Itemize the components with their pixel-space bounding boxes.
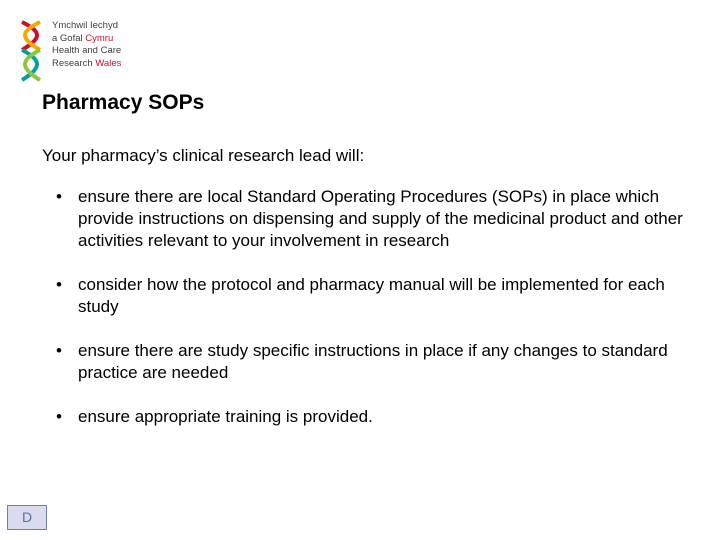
logo-line: a Gofal Cymru (52, 32, 114, 44)
bullet-text: ensure appropriate training is provided. (78, 407, 373, 426)
logo-wordmark (52, 20, 121, 70)
logo-line: Research Wales (52, 57, 122, 69)
list-item (56, 340, 696, 384)
bullet-icon: • (56, 407, 62, 426)
bullet-list (56, 186, 696, 450)
logo-line: Ymchwil Iechyd (52, 20, 118, 31)
bullet-icon: • (56, 187, 62, 206)
bullet-icon: • (56, 275, 62, 294)
logo-line: Health and Care (52, 45, 122, 56)
list-item (56, 406, 696, 428)
bullet-text: consider how the protocol and pharmacy manual will be implemented for each study (78, 275, 665, 316)
bullet-icon: • (56, 341, 62, 360)
dna-helix-icon (14, 18, 50, 84)
bullet-text: ensure there are study specific instructions in place if any changes to standard practice are needed (78, 341, 668, 382)
list-item (56, 186, 696, 252)
slide-marker-badge: D (7, 505, 47, 530)
list-item (56, 274, 696, 318)
hcrw-logo (14, 18, 144, 86)
bullet-text: ensure there are local Standard Operating Procedures (SOPs) in place which provide instructions on dispensing and supply of the medicinal product and other activities relevant to your involvement in research (78, 187, 683, 250)
intro-text: Your pharmacy’s clinical research lead will: (42, 146, 365, 165)
slide-title: Pharmacy SOPs (42, 91, 205, 114)
